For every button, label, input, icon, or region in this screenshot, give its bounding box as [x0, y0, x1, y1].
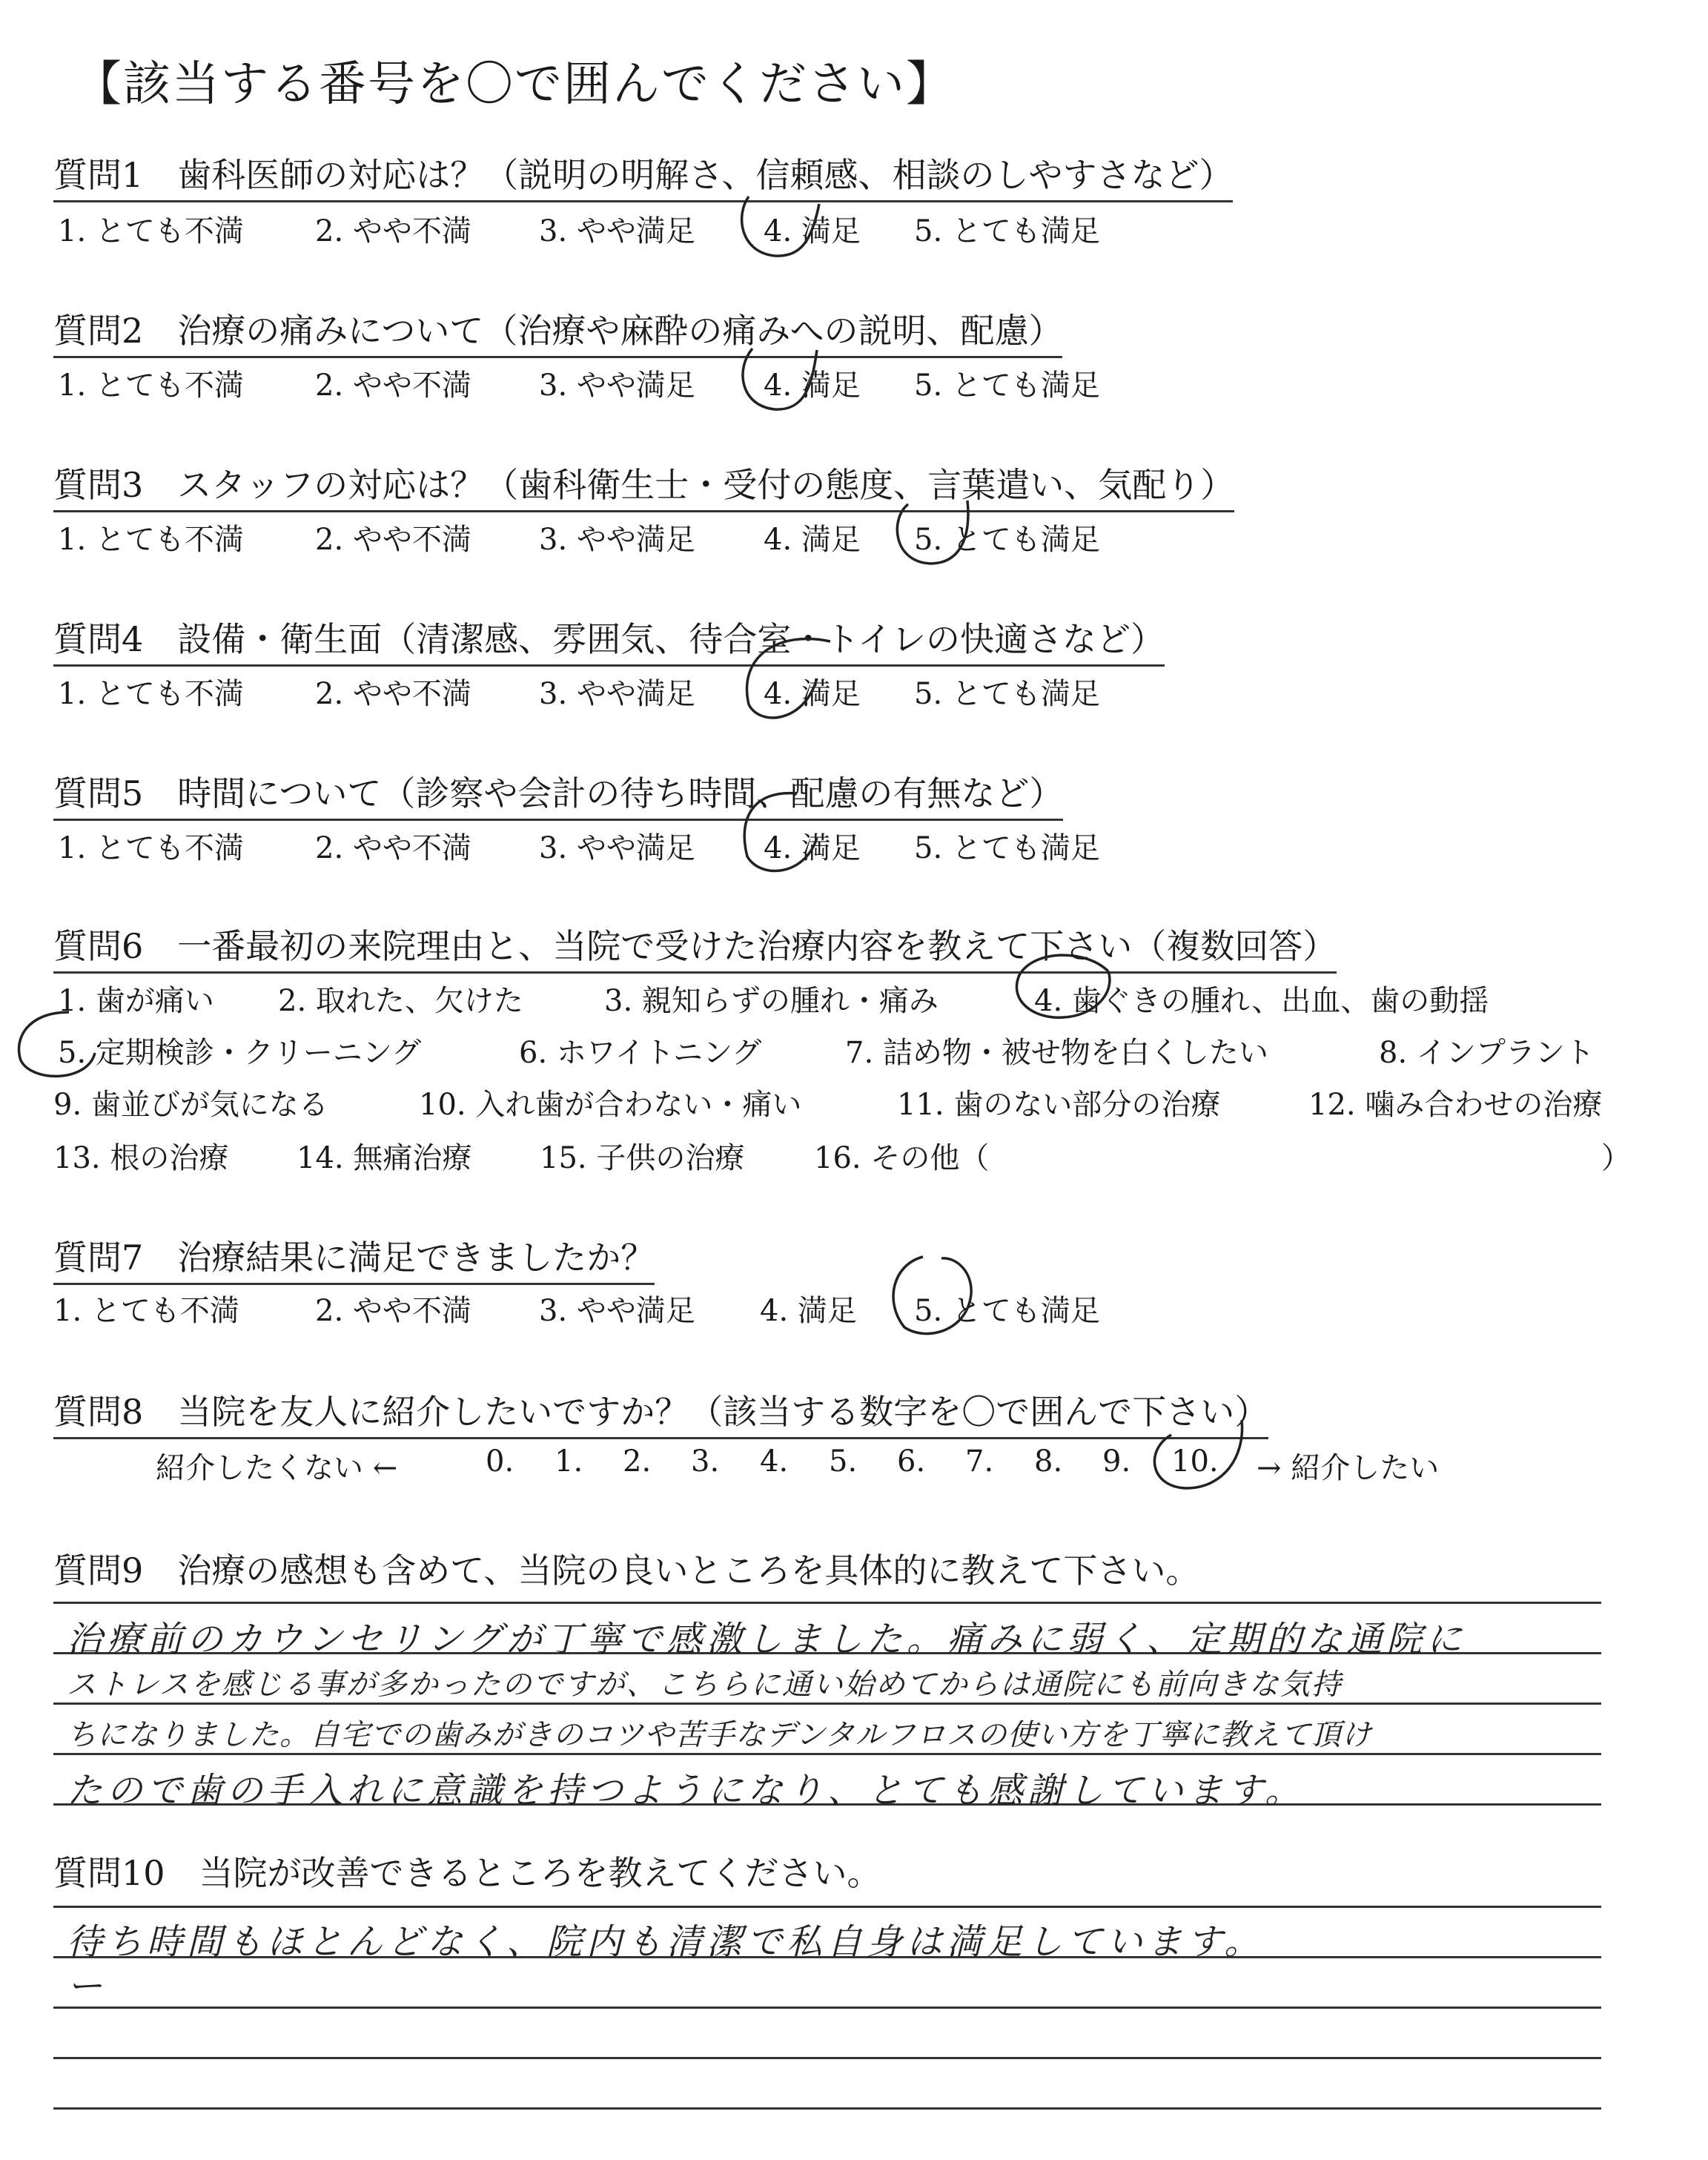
- question-1-number: 質問1: [53, 155, 144, 195]
- question-6-text: 一番最初の来院理由と、当院で受けた治療内容を教えて下さい（複数回答）: [177, 926, 1337, 966]
- q3-option-4[interactable]: 4. 満足: [764, 523, 861, 557]
- q5-selection-circle: [734, 790, 845, 882]
- q6-option-4[interactable]: 4. 歯ぐきの腫れ、出血、歯の動揺: [1034, 984, 1489, 1018]
- q9-answer-rule: [53, 1602, 1601, 1604]
- question-8: [53, 1385, 1268, 1439]
- question-9: [53, 1544, 1199, 1596]
- q5-option-5[interactable]: 5. とても満足: [914, 831, 1100, 865]
- q8-scale-6[interactable]: 6.: [897, 1444, 926, 1479]
- question-10: [53, 1846, 881, 1898]
- q10-answer-rule: [53, 2107, 1601, 2110]
- question-4: [53, 612, 1165, 667]
- q8-scale-8[interactable]: 8.: [1034, 1444, 1063, 1479]
- q6-option-15[interactable]: 15. 子供の治療: [540, 1141, 745, 1175]
- q4-option-2[interactable]: 2. やや不満: [315, 677, 471, 711]
- q7-option-3[interactable]: 3. やや満足: [539, 1294, 695, 1328]
- question-4-text: 設備・衛生面（清潔感、雰囲気、待合室・トイレの快適さなど）: [177, 619, 1165, 659]
- q6-option-14[interactable]: 14. 無痛治療: [297, 1141, 472, 1175]
- q9-answer-line-1: 治療前のカウンセリングが丁寧で感激しました。痛みに弱く、定期的な通院に: [67, 1619, 1467, 1660]
- q6-option-7[interactable]: 7. 詰め物・被せ物を白くしたい: [845, 1036, 1268, 1070]
- q4-option-1[interactable]: 1. とても不満: [58, 677, 244, 711]
- q7-option-5[interactable]: 5. とても満足: [914, 1294, 1100, 1328]
- q6-option-13[interactable]: 13. 根の治療: [53, 1141, 229, 1175]
- q4-selection-circle: [734, 634, 845, 730]
- q8-selection-circle: [1142, 1405, 1260, 1498]
- q3-option-5[interactable]: 5. とても満足: [914, 523, 1100, 557]
- q1-option-4[interactable]: 4. 満足: [764, 214, 861, 248]
- q8-scale-1[interactable]: 1.: [555, 1444, 583, 1479]
- question-3: [53, 458, 1234, 512]
- q8-right-label: → 紹介したい: [1257, 1451, 1440, 1485]
- q4-option-5[interactable]: 5. とても満足: [914, 677, 1100, 711]
- q8-scale-5[interactable]: 5.: [829, 1444, 858, 1479]
- q9-answer-line-3: ちになりました。自宅での歯みがきのコツや苦手なデンタルフロスの使い方を丁寧に教えて頂け: [67, 1718, 1372, 1752]
- q8-scale-7[interactable]: 7.: [965, 1444, 994, 1479]
- question-8-number: 質問8: [53, 1392, 144, 1432]
- q9-answer-line-2: ストレスを感じる事が多かったのですが、こちらに通い始めてからは通院にも前向きな気持: [67, 1668, 1343, 1702]
- q10-answer-rule: [53, 1906, 1601, 1908]
- q8-scale-2[interactable]: 2.: [623, 1444, 652, 1479]
- page-header: 【該当する番号を〇で囲んでください】: [74, 57, 955, 112]
- q8-scale-10[interactable]: 10.: [1171, 1444, 1219, 1479]
- q6-option-16[interactable]: 16. その他（: [814, 1141, 990, 1175]
- q6-other-input[interactable]: [1023, 1138, 1586, 1171]
- q7-selection-circle: [882, 1249, 993, 1346]
- question-8-text: 当院を友人に紹介したいですか？（該当する数字を〇で囲んで下さい）: [177, 1392, 1269, 1432]
- q6-option-2[interactable]: 2. 取れた、欠けた: [278, 984, 523, 1018]
- q3-option-2[interactable]: 2. やや不満: [315, 523, 471, 557]
- q2-option-3[interactable]: 3. やや満足: [539, 369, 695, 403]
- question-2: [53, 304, 1062, 358]
- q6-selection-circle-5: [13, 1008, 110, 1090]
- q4-option-3[interactable]: 3. やや満足: [539, 677, 695, 711]
- question-5: [53, 767, 1063, 821]
- q9-answer-line-4: たので歯の手入れに意識を持つようになり、とても感謝しています。: [67, 1770, 1305, 1811]
- question-6-number: 質問6: [53, 926, 144, 966]
- question-10-text: 当院が改善できるところを教えてください。: [199, 1853, 881, 1893]
- q2-option-4[interactable]: 4. 満足: [764, 369, 861, 403]
- question-2-number: 質問2: [53, 311, 144, 351]
- q5-option-4[interactable]: 4. 満足: [764, 831, 861, 865]
- q1-option-3[interactable]: 3. やや満足: [539, 214, 695, 248]
- q8-left-label: 紹介したくない ←: [156, 1451, 398, 1485]
- q5-option-1[interactable]: 1. とても不満: [58, 831, 244, 865]
- q1-option-1[interactable]: 1. とても不満: [58, 214, 244, 248]
- q7-option-2[interactable]: 2. やや不満: [315, 1294, 471, 1328]
- question-2-text: 治療の痛みについて（治療や麻酔の痛みへの説明、配慮）: [177, 311, 1063, 351]
- question-1: [53, 148, 1233, 202]
- question-5-text: 時間について（診察や会計の待ち時間、配慮の有無など）: [177, 773, 1064, 813]
- q3-selection-circle: [886, 489, 990, 578]
- q3-option-1[interactable]: 1. とても不満: [58, 523, 244, 557]
- question-7: [53, 1231, 655, 1285]
- q8-scale-3[interactable]: 3.: [691, 1444, 720, 1479]
- question-9-number: 質問9: [53, 1550, 144, 1591]
- q6-option-3[interactable]: 3. 親知らずの腫れ・痛み: [604, 984, 939, 1018]
- q10-answer-rule: [53, 2057, 1601, 2059]
- q8-scale-9[interactable]: 9.: [1102, 1444, 1131, 1479]
- q2-option-5[interactable]: 5. とても満足: [914, 369, 1100, 403]
- q6-option-8[interactable]: 8. インプラント: [1379, 1036, 1595, 1070]
- question-3-number: 質問3: [53, 465, 144, 505]
- question-1-text: 歯科医師の対応は？（説明の明解さ、信頼感、相談のしやすさなど）: [177, 155, 1234, 195]
- q6-option-11[interactable]: 11. 歯のない部分の治療: [897, 1088, 1221, 1122]
- question-10-number: 質問10: [53, 1853, 165, 1893]
- q10-answer-line-1: 待ち時間もほとんどなく、院内も清潔で私自身は満足しています。: [67, 1921, 1265, 1963]
- q10-answer-rule: [53, 2007, 1601, 2009]
- q1-selection-circle: [734, 182, 838, 271]
- q6-selection-circle-4: [1004, 949, 1123, 1031]
- q2-option-1[interactable]: 1. とても不満: [58, 369, 244, 403]
- q6-other-close-paren: ）: [1601, 1141, 1631, 1175]
- q8-scale-4[interactable]: 4.: [760, 1444, 789, 1479]
- q6-option-1[interactable]: 1. 歯が痛い: [58, 984, 214, 1018]
- q3-option-3[interactable]: 3. やや満足: [539, 523, 695, 557]
- question-7-text: 治療結果に満足できましたか？: [177, 1238, 655, 1278]
- q7-option-4[interactable]: 4. 満足: [760, 1294, 857, 1328]
- q5-option-3[interactable]: 3. やや満足: [539, 831, 695, 865]
- question-7-number: 質問7: [53, 1238, 144, 1278]
- question-5-number: 質問5: [53, 773, 144, 813]
- question-4-number: 質問4: [53, 619, 144, 659]
- q6-option-9[interactable]: 9. 歯並びが気になる: [53, 1088, 328, 1122]
- q4-option-4[interactable]: 4. 満足: [764, 677, 861, 711]
- q6-option-6[interactable]: 6. ホワイトニング: [519, 1036, 762, 1070]
- q7-option-1[interactable]: 1. とても不満: [53, 1294, 239, 1328]
- q1-option-5[interactable]: 5. とても満足: [914, 214, 1100, 248]
- q5-option-2[interactable]: 2. やや不満: [315, 831, 471, 865]
- q1-option-2[interactable]: 2. やや不満: [315, 214, 471, 248]
- q6-option-10[interactable]: 10. 入れ歯が合わない・痛い: [419, 1088, 802, 1122]
- q2-option-2[interactable]: 2. やや不満: [315, 369, 471, 403]
- question-3-text: スタッフの対応は？（歯科衛生士・受付の態度、言葉遣い、気配り）: [177, 465, 1235, 505]
- question-9-text: 治療の感想も含めて、当院の良いところを具体的に教えて下さい。: [177, 1550, 1200, 1591]
- q8-scale-0[interactable]: 0.: [486, 1444, 514, 1479]
- q2-selection-circle: [734, 335, 838, 424]
- q6-option-12[interactable]: 12. 噛み合わせの治療: [1308, 1088, 1603, 1122]
- q10-answer-line-2: ー: [67, 1966, 107, 2007]
- question-6: [53, 919, 1337, 974]
- q6-option-5[interactable]: 5. 定期検診・クリーニング: [58, 1036, 422, 1070]
